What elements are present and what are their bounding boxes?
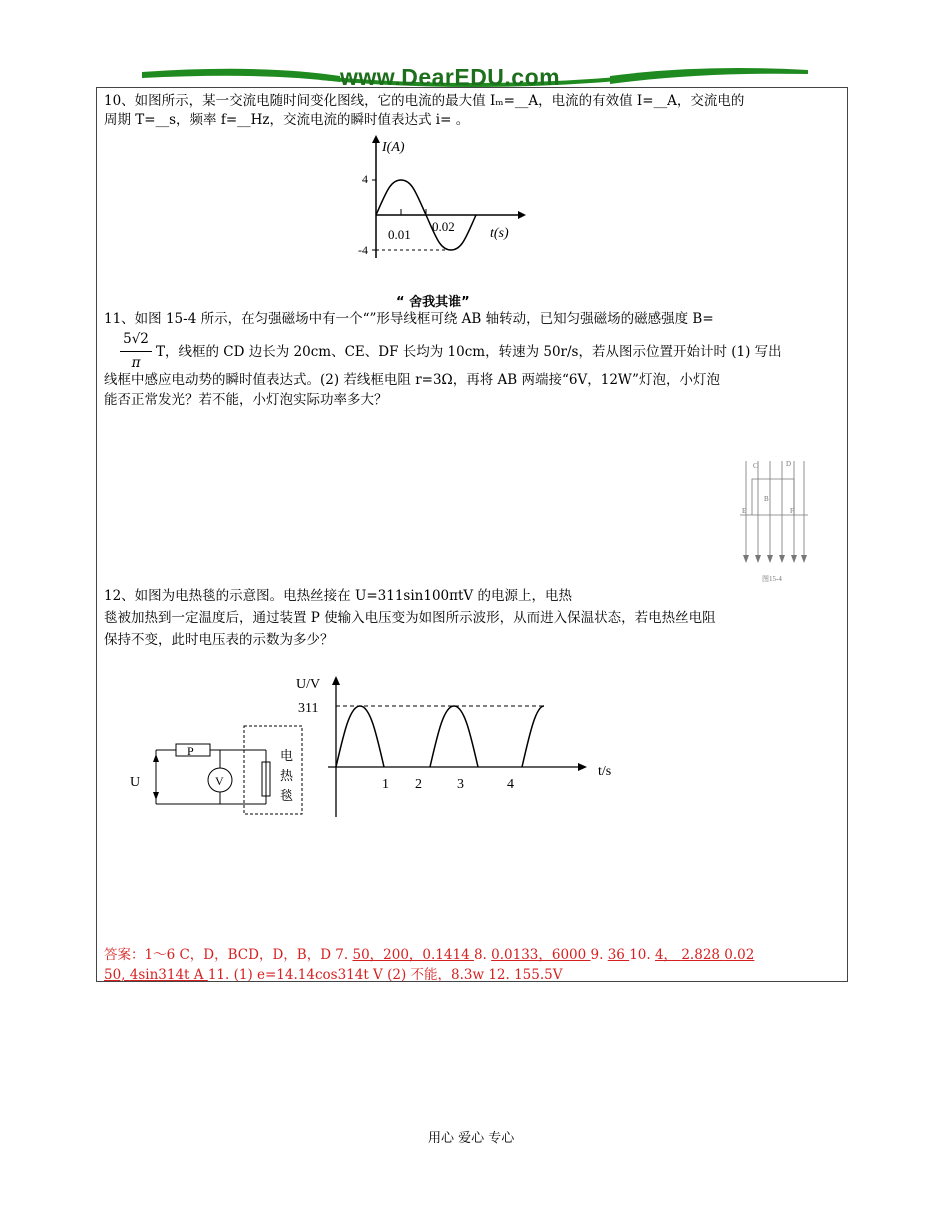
q12-label-u: U [130, 775, 141, 790]
answer-10-expression: 4sin314t A [129, 967, 208, 983]
q11-figure-caption: 图15-4 [762, 575, 782, 583]
q12-x-tick-4: 4 [507, 777, 514, 792]
q11-magnetic-field-figure [738, 455, 810, 585]
answer-10-label: 10. [629, 947, 655, 963]
q10-x-tick-001: 0.01 [388, 227, 411, 242]
q12-y-label: U/V [296, 677, 321, 692]
answer-10-max: 4， [654, 947, 682, 963]
q12-x-tick-1: 1 [382, 777, 389, 792]
answer-10-period-b: 50, [104, 967, 130, 983]
q10-tick-4: 4 [362, 172, 368, 186]
answer-8-label: 8. [473, 947, 492, 963]
answers-11-12: 11. (1) e=14.14cos314t V (2) 不能，8.3w 12. 155.5V [207, 967, 563, 983]
q12-line-2: 毯被加热到一定温度后，通过装置 P 使输入电压变为如图所示波形，从而进入保温状态，若电热丝电阻 [104, 610, 716, 626]
q12-blanket-char-1: 电 [280, 748, 294, 763]
answer-9: 36 [607, 947, 630, 963]
q10-line-1: 10、如图所示，某一交流电随时间变化图线，它的电流的最大值 Iₘ=__A，电流的有效值 I=__A，交流电的 [104, 93, 745, 109]
q11-line-3: 线框中感应电动势的瞬时值表达式。(2) 若线框电阻 r=3Ω，再将 AB 两端接“6V，12W”灯泡，小灯泡 [104, 372, 720, 388]
q10-x-tick-002: 0.02 [432, 219, 455, 234]
q10-current-graph [358, 133, 530, 263]
q12-label-p: P [187, 744, 194, 758]
answers-1-6: 答案：1～6 C，D，BCD，D，B，D 7. [104, 947, 353, 963]
q11-label-f: F [790, 507, 794, 515]
answer-7: 50，200，0.1414 [352, 947, 474, 963]
answer-8: 0.0133，6000 [491, 947, 591, 963]
q11-line-4: 能否正常发光？若不能，小灯泡实际功率多大？ [104, 392, 388, 408]
answer-9-label: 9. [590, 947, 608, 963]
q10-line-2: 周期 T=__s，频率 f=__Hz，交流电流的瞬时值表达式 i= 。 [104, 112, 470, 128]
q11-label-b-field: B [764, 495, 769, 503]
answers-line-2 [104, 967, 562, 984]
q12-blanket-char-3: 毯 [280, 788, 294, 803]
section-caption: “ 舍我其谁” [396, 295, 470, 310]
q10-x-label: t(s) [490, 226, 509, 241]
q12-label-v: V [215, 774, 224, 788]
page-footer: 用心 爱心 专心 [428, 1131, 515, 1146]
q12-y-tick-311: 311 [298, 701, 319, 716]
q12-circuit-diagram [120, 718, 310, 820]
answer-10-rms: 2.828 [681, 947, 725, 963]
q12-x-tick-2: 2 [415, 777, 422, 792]
q12-x-tick-3: 3 [457, 777, 464, 792]
q12-line-1: 12、如图为电热毯的示意图。电热丝接在 U=311sin100πtV 的电源上，电热 [104, 588, 572, 604]
header-logo-text: www.DearEDU.com [340, 64, 561, 90]
answer-10-period-a: 0.02 [724, 947, 755, 963]
q12-voltage-waveform-graph [292, 672, 622, 820]
q12-line-3: 保持不变，此时电压表的示数为多少？ [104, 632, 334, 648]
q11-label-c: C [753, 462, 758, 470]
q11-fraction-bar [120, 351, 152, 352]
q11-label-e: E [742, 507, 747, 515]
q12-blanket-char-2: 热 [280, 768, 294, 783]
q10-tick-neg4: -4 [358, 243, 368, 257]
q11-fraction-numerator: 5√2 [123, 331, 149, 347]
q12-x-label: t/s [598, 764, 612, 779]
q11-line-2: T，线框的 CD 边长为 20cm、CE、DF 长均为 10cm，转速为 50r/s，若从图示位置开始计时 (1) 写出 [156, 344, 782, 360]
q11-fraction-denominator: π [131, 355, 141, 371]
q10-y-label: I(A) [382, 140, 405, 155]
answers-line-1 [104, 947, 754, 964]
q11-line-1: 11、如图 15-4 所示，在匀强磁场中有一个“”形导线框可绕 AB 轴转动，已知匀强磁场的磁感强度 B= [104, 311, 714, 327]
q11-label-d: D [786, 460, 792, 468]
